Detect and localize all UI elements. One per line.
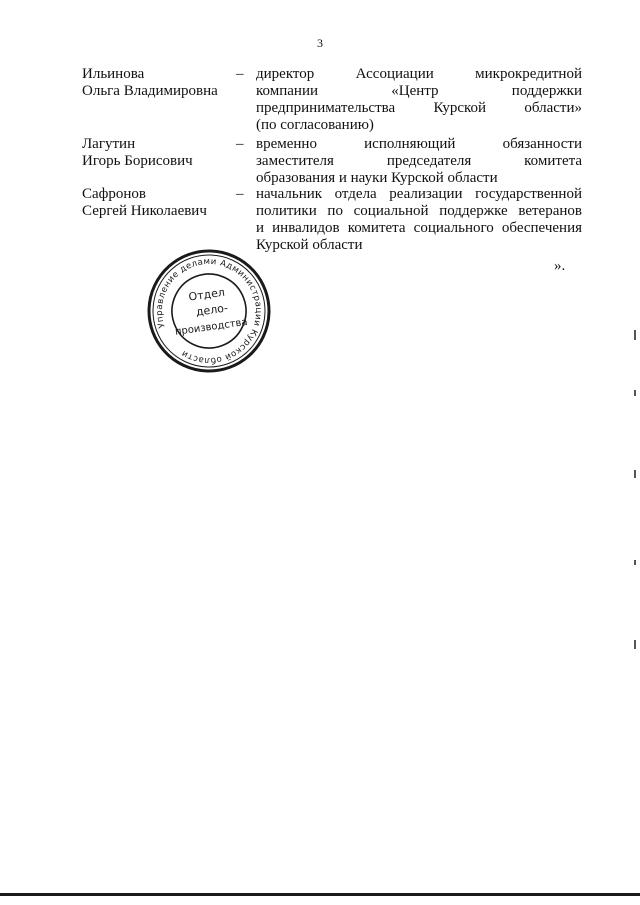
dash: – [236, 66, 244, 82]
person-role [256, 66, 582, 134]
role-line: заместителя председателя комитета [256, 153, 582, 169]
person-entry-lagutin [82, 136, 582, 188]
person-entry-safronov [82, 186, 582, 256]
person-given-names: Игорь Борисович [82, 153, 193, 169]
person-role [256, 136, 582, 187]
person-name [82, 136, 232, 170]
bottom-scan-edge [0, 893, 640, 896]
role-line: директор Ассоциации микрокредитной [256, 66, 582, 82]
dash: – [236, 136, 244, 152]
stamp-center-line: производства [174, 316, 249, 338]
person-given-names: Сергей Николаевич [82, 203, 207, 219]
person-surname: Сафронов [82, 186, 146, 202]
stamp-center-line: дело- [195, 301, 229, 319]
closing-quote: ». [554, 258, 566, 274]
page-number: 3 [317, 36, 323, 50]
dash: – [236, 186, 244, 202]
role-line: (по согласованию) [256, 117, 374, 133]
role-line: образования и науки Курской области [256, 170, 498, 186]
role-line: предпринимательства Курской области» [256, 100, 582, 116]
stamp-seal [146, 248, 272, 374]
role-line: начальник отдела реализации государственной [256, 186, 582, 202]
person-name [82, 186, 232, 220]
person-name [82, 66, 232, 100]
person-role [256, 186, 582, 254]
role-line: временно исполняющий обязанности [256, 136, 582, 152]
person-entry-ilyinova [82, 66, 582, 136]
role-line: и инвалидов комитета социального обеспечения [256, 220, 582, 236]
stamp-ring-text: Управление делами Администрации Курской области [154, 256, 264, 366]
person-surname: Лагутин [82, 136, 136, 152]
person-given-names: Ольга Владимировна [82, 83, 218, 99]
role-line: политики по социальной поддержке ветеранов [256, 203, 582, 219]
role-line: Курской области [256, 237, 363, 253]
stamp-center-line: Отдел [187, 285, 226, 304]
person-surname: Ильинова [82, 66, 145, 82]
scan-edge-marks [634, 330, 637, 730]
role-line: компании «Центр поддержки [256, 83, 582, 99]
